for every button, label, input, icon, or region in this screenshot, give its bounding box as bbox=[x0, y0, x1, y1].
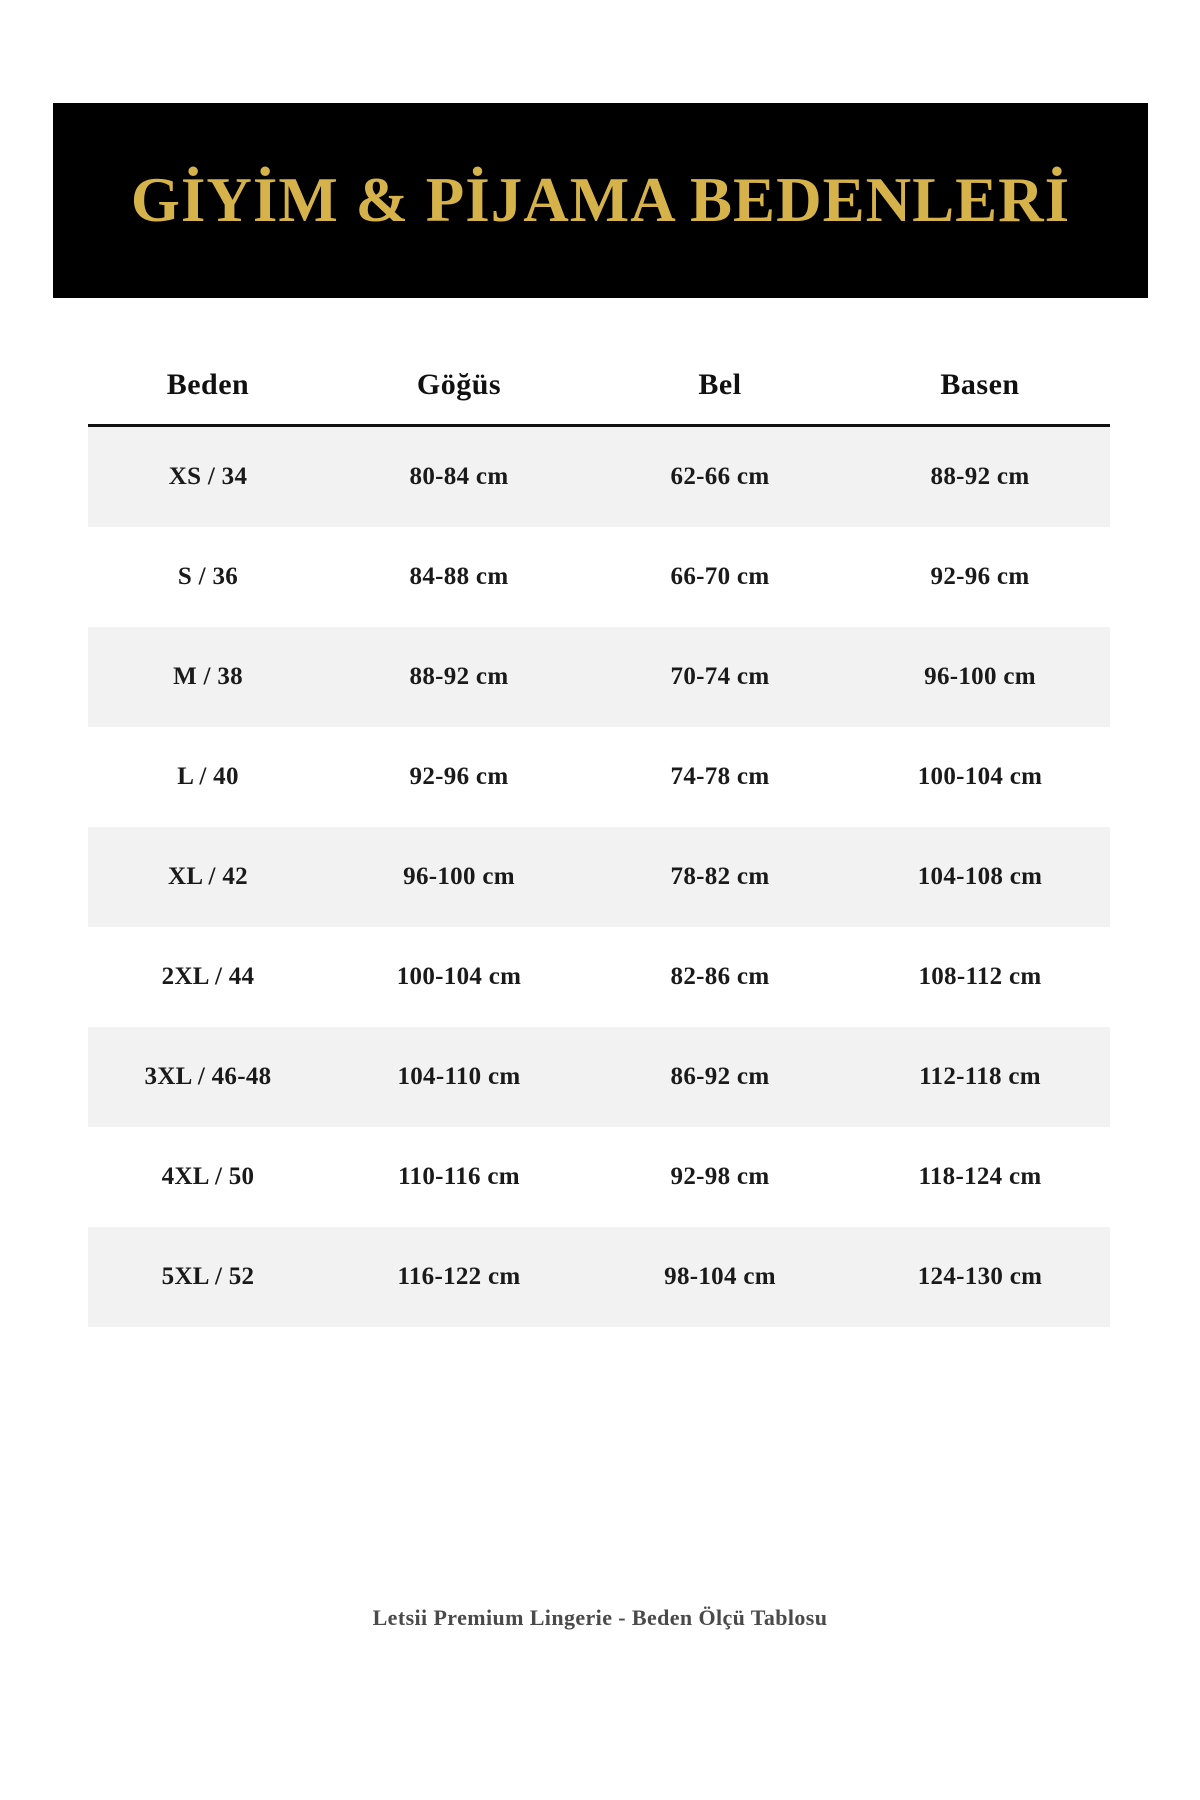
table-row bbox=[88, 627, 1110, 727]
table-row bbox=[88, 1127, 1110, 1227]
footer bbox=[0, 1605, 1200, 1631]
table-row bbox=[88, 727, 1110, 827]
column-header-basen: Basen bbox=[850, 368, 1110, 426]
cell-hip: 92-96 cm bbox=[850, 527, 1110, 627]
cell-hip: 96-100 cm bbox=[850, 627, 1110, 727]
table-row bbox=[88, 1027, 1110, 1127]
cell-chest: 80-84 cm bbox=[328, 426, 590, 528]
cell-waist: 74-78 cm bbox=[590, 727, 850, 827]
title-banner bbox=[53, 103, 1148, 298]
cell-chest: 100-104 cm bbox=[328, 927, 590, 1027]
cell-hip: 104-108 cm bbox=[850, 827, 1110, 927]
cell-size: XS / 34 bbox=[88, 426, 328, 528]
cell-chest: 92-96 cm bbox=[328, 727, 590, 827]
table-row bbox=[88, 1227, 1110, 1327]
cell-size: 2XL / 44 bbox=[88, 927, 328, 1027]
column-header-beden: Beden bbox=[88, 368, 328, 426]
cell-chest: 116-122 cm bbox=[328, 1227, 590, 1327]
footer-note: Letsii Premium Lingerie - Beden Ölçü Tablosu bbox=[372, 1605, 828, 1630]
cell-hip: 112-118 cm bbox=[850, 1027, 1110, 1127]
cell-size: XL / 42 bbox=[88, 827, 328, 927]
cell-size: 4XL / 50 bbox=[88, 1127, 328, 1227]
column-header-bel: Bel bbox=[590, 368, 850, 426]
cell-waist: 82-86 cm bbox=[590, 927, 850, 1027]
cell-waist: 70-74 cm bbox=[590, 627, 850, 727]
cell-chest: 88-92 cm bbox=[328, 627, 590, 727]
cell-chest: 96-100 cm bbox=[328, 827, 590, 927]
table-header bbox=[88, 368, 1110, 426]
cell-waist: 78-82 cm bbox=[590, 827, 850, 927]
cell-chest: 110-116 cm bbox=[328, 1127, 590, 1227]
cell-waist: 66-70 cm bbox=[590, 527, 850, 627]
table-row bbox=[88, 527, 1110, 627]
table-row bbox=[88, 426, 1110, 528]
cell-waist: 98-104 cm bbox=[590, 1227, 850, 1327]
table-row bbox=[88, 927, 1110, 1027]
cell-size: S / 36 bbox=[88, 527, 328, 627]
table-body bbox=[88, 426, 1110, 1328]
column-header-gogus: Göğüs bbox=[328, 368, 590, 426]
cell-hip: 100-104 cm bbox=[850, 727, 1110, 827]
cell-hip: 108-112 cm bbox=[850, 927, 1110, 1027]
cell-size: 3XL / 46-48 bbox=[88, 1027, 328, 1127]
cell-waist: 92-98 cm bbox=[590, 1127, 850, 1227]
cell-size: M / 38 bbox=[88, 627, 328, 727]
size-table-container bbox=[88, 368, 1110, 1327]
table-header-row bbox=[88, 368, 1110, 426]
cell-size: L / 40 bbox=[88, 727, 328, 827]
cell-waist: 62-66 cm bbox=[590, 426, 850, 528]
cell-hip: 124-130 cm bbox=[850, 1227, 1110, 1327]
cell-waist: 86-92 cm bbox=[590, 1027, 850, 1127]
cell-chest: 84-88 cm bbox=[328, 527, 590, 627]
table-row bbox=[88, 827, 1110, 927]
page-title: GİYİM & PİJAMA BEDENLERİ bbox=[130, 165, 1071, 235]
cell-chest: 104-110 cm bbox=[328, 1027, 590, 1127]
cell-hip: 118-124 cm bbox=[850, 1127, 1110, 1227]
cell-size: 5XL / 52 bbox=[88, 1227, 328, 1327]
size-table bbox=[88, 368, 1110, 1327]
cell-hip: 88-92 cm bbox=[850, 426, 1110, 528]
